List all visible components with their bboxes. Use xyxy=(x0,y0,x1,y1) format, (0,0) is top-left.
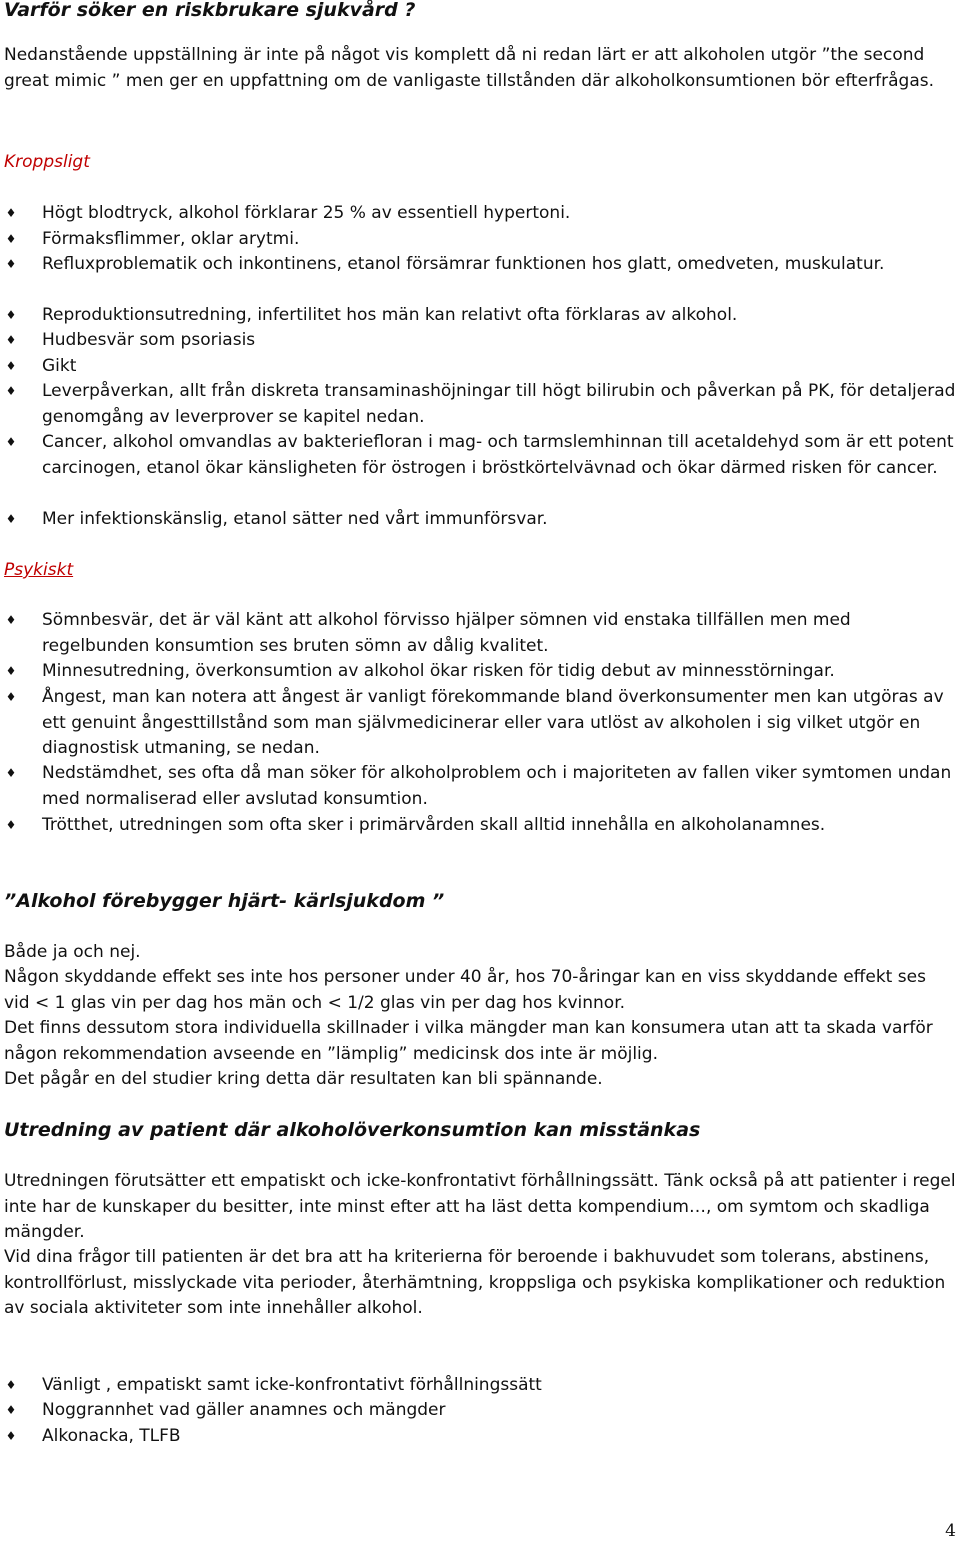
page-number: 4 xyxy=(945,1521,956,1541)
bullet-diamond-icon: ♦ xyxy=(5,333,17,347)
bullet-diamond-icon: ♦ xyxy=(5,1429,17,1443)
bullet-diamond-icon: ♦ xyxy=(5,1403,17,1417)
intro-paragraph: Nedanstående uppställning är inte på något vis komplett då ni redan lärt er att alkoholen utgör ”the second great mimic ” men ger en uppfattning om de vanligaste tillstånden där alkoholkonsumtionen bör efterfrågas. xyxy=(4,45,934,91)
section-heading-mind: Psykiskt xyxy=(4,560,74,580)
bullet-diamond-icon: ♦ xyxy=(5,664,17,678)
investigation-paragraph: Utredningen förutsätter ett empatiskt och icke-konfrontativt förhållningssätt. Tänk också på att patienter i regel inte har de kunskaper du besitter, inte minst efter att ha läst detta kompendium…, om symtom och skadliga mängder. xyxy=(4,1171,956,1242)
bullet-diamond-icon: ♦ xyxy=(5,818,17,832)
bullet-diamond-icon: ♦ xyxy=(5,613,17,627)
bullet-diamond-icon: ♦ xyxy=(5,512,17,526)
bullet-diamond-icon: ♦ xyxy=(5,206,17,220)
section-heading-investigation: Utredning av patient där alkoholöverkonsumtion kan misstänkas xyxy=(4,1119,701,1141)
bullet-diamond-icon: ♦ xyxy=(5,384,17,398)
bullet-diamond-icon: ♦ xyxy=(5,359,17,373)
heart-paragraph: Det pågår en del studier kring detta där resultaten kan bli spännande. xyxy=(4,1069,603,1089)
heart-paragraph: Både ja och nej. xyxy=(4,942,141,962)
heart-paragraph: Någon skyddande effekt ses inte hos personer under 40 år, hos 70-åringar kan en viss skyddande effekt ses vid < 1 glas vin per dag hos män och < 1/2 glas vin per dag hos kvinnor. xyxy=(4,967,926,1013)
bullet-diamond-icon: ♦ xyxy=(5,232,17,246)
page-title: Varför söker en riskbrukare sjukvård ? xyxy=(4,0,416,21)
bullet-diamond-icon: ♦ xyxy=(5,766,17,780)
heart-paragraph: Det finns dessutom stora individuella skillnader i vilka mängder man kan konsumera utan att ta skada varför någon rekommendation avseende en ”lämplig” medicinsk dos inte är möjlig. xyxy=(4,1018,933,1064)
section-heading-heart: ”Alkohol förebygger hjärt- kärlsjukdom ” xyxy=(4,890,445,912)
bullet-diamond-icon: ♦ xyxy=(5,1378,17,1392)
section-heading-body: Kroppsligt xyxy=(4,152,90,172)
bullet-diamond-icon: ♦ xyxy=(5,435,17,449)
investigation-paragraph: Vid dina frågor till patienten är det bra att ha kriterierna för beroende i bakhuvudet som tolerans, abstinens, kontrollförlust, misslyckade vita perioder, återhämtning, kroppsliga och psykiska komplikationer och reduktion av sociala aktiviteter som inte innehåller alkohol. xyxy=(4,1247,946,1318)
bullet-diamond-icon: ♦ xyxy=(5,690,17,704)
document-page: Varför söker en riskbrukare sjukvård ? Nedanstående uppställning är inte på något vis komplett då ni redan lärt er att alkoholen utgör ”the second great mimic ” men ger en uppfattning om de vanligaste tillstånden där alkoholkonsumtionen bör efterfrågas. Kroppsligt ♦ Högt blodtryck, alkohol förklarar 25 % av essentiell hypertoni. ♦ Förmaksflimmer, oklar arytmi. ♦ Refluxproblematik och inkontinens, etanol försämrar funktionen hos glatt, omedveten, muskulatur. ♦ Reproduktionsutredning, infertilitet hos män kan relativt ofta förklaras av alkohol. ♦ Hudbesvär som psoriasis ♦ Gikt ♦ Leverpåverkan, allt från diskreta transaminashöjningar till högt bilirubin och påverkan på PK, för detaljerad genomgång av leverprover se kapitel nedan. ♦ Cancer, alkohol omvandlas av bakteriefloran i mag- och tarmslemhinnan till acetaldehyd som är ett potent carcinogen, etanol ökar känsligheten för östrogen i bröstkörtelvävnad och ökar därmed risken för cancer. ♦ Mer infektionskänslig, etanol sätter ned vårt immunförsvar. Psykiskt ♦ Sömnbesvär, det är väl känt att alkohol förvisso hjälper sömnen vid enstaka tillfällen men med regelbunden konsumtion ses bruten sömn av dålig kvalitet. ♦ Minnesutredning, överkonsumtion av alkohol ökar risken för tidig debut av minnesstörningar. ♦ Ångest, man kan notera att ångest är vanligt förekommande bland överkonsumenter men kan utgöras av ett genuint ångesttillstånd som man självmedicinerar eller vara utlöst av alkoholen i sig vilket utgör en diagnostisk utmaning, se nedan. ♦ Nedstämdhet, ses ofta då man söker för alkoholproblem och i majoriteten av fallen viker symtomen undan med normaliserad eller avslutad konsumtion. ♦ Trötthet, utredningen som ofta sker i primärvården skall alltid innehålla en alkoholanamnes. ”Alkohol förebygger hjärt- kärlsjukdom ” Både ja och nej. Någon skyddande effekt ses inte hos personer under 40 år, hos 70-åringar kan en viss skyddande effekt ses vid < 1 glas vin per dag hos män och < 1/2 glas vin per dag hos kvinnor. Det finns dessutom stora individuella skillnader i vilka mängder man kan konsumera utan att ta skada varför någon rekommendation avseende en ”lämplig” medicinsk dos inte är möjlig. Det pågår en del studier kring detta där resultaten kan bli spännande. Utredning av patient där alkoholöverkonsumtion kan misstänkas Utredningen förutsätter ett empatiskt och icke-konfrontativt förhållningssätt. Tänk också på att patienter i regel inte har de kunskaper du besitter, inte minst efter att ha läst detta kompendium…, om symtom och skadliga mängder. Vid dina frågor till patienten är det bra att ha kriterierna för beroende i bakhuvudet som tolerans, abstinens, kontrollförlust, misslyckade vita perioder, återhämtning, kroppsliga och psykiska komplikationer och reduktion av sociala aktiviteter som inte innehåller alkohol. ♦ Vänligt , empatiskt samt icke-konfrontativt förhållningssätt ♦ Noggrannhet vad gäller anamnes och mängder ♦ Alkonacka, TLFB 4 xyxy=(0,0,960,1542)
bullet-diamond-icon: ♦ xyxy=(5,308,17,322)
bullet-diamond-icon: ♦ xyxy=(5,257,17,271)
